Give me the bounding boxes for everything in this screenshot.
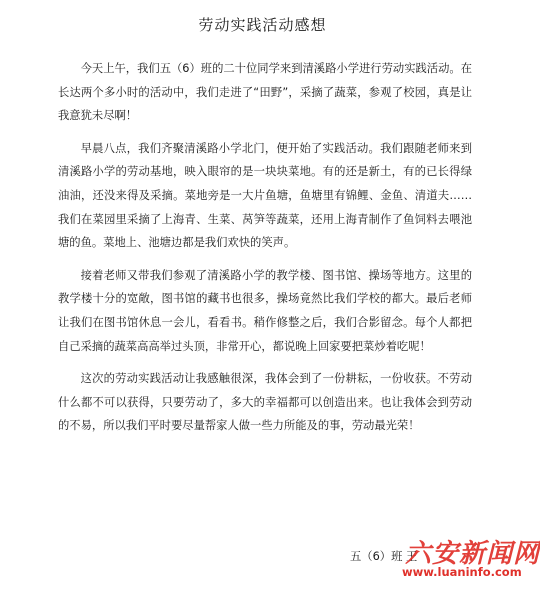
watermark-logo: 六安新闻网 xyxy=(405,539,540,569)
paragraph-3: 接着老师又带我们参观了清溪路小学的教学楼、图书馆、操场等地方。这里的教学楼十分的宽敞，图书馆的藏书也很多，操场竟然比我们学校的都大。最后老师让我们在图书馆休息一会儿，看看书。稍作修整之后，我们合影留念。每个人都把自己采摘的蔬菜高高举过头顶，非常开心，都说晚上回家要把菜炒着吃呢！ xyxy=(58,268,472,353)
watermark-url: www.luaninfo.com xyxy=(402,565,522,579)
paragraph-1: 今天上午，我们五（6）班的二十位同学来到清溪路小学进行劳动实践活动。在长达两个多小时的活动中，我们走进了“田野”，采摘了蔬菜，参观了校园，真是让我意犹未尽啊！ xyxy=(58,62,472,123)
paragraph-4: 这次的劳动实践活动让我感触很深，我体会到了一份耕耘，一份收获。不劳动什么都不可以获得，只要劳动了，多大的幸福都可以创造出来。也让我体会到劳动的不易，所以我们平时要尽量帮家人做一些力所能及的事，劳动最光荣！ xyxy=(58,372,472,433)
document-body xyxy=(58,57,472,447)
paragraph-2: 早晨八点，我们齐聚清溪路小学北门，便开始了实践活动。我们跟随老师来到清溪路小学的劳动基地，映入眼帘的是一块块菜地。有的还是新土，有的已长得绿油油，还没来得及采摘。菜地旁是一大片鱼塘，鱼塘里有锦鲤、金鱼、清道夫……我们在菜园里采摘了上海青、生菜、莴笋等蔬菜，还用上海青制作了鱼饲料去喂池塘的鱼。菜地上、池塘边都是我们欢快的笑声。 xyxy=(58,141,472,250)
document-title: 劳动实践活动感想 xyxy=(198,16,327,34)
signature: 五（6）班 王 xyxy=(350,550,418,563)
